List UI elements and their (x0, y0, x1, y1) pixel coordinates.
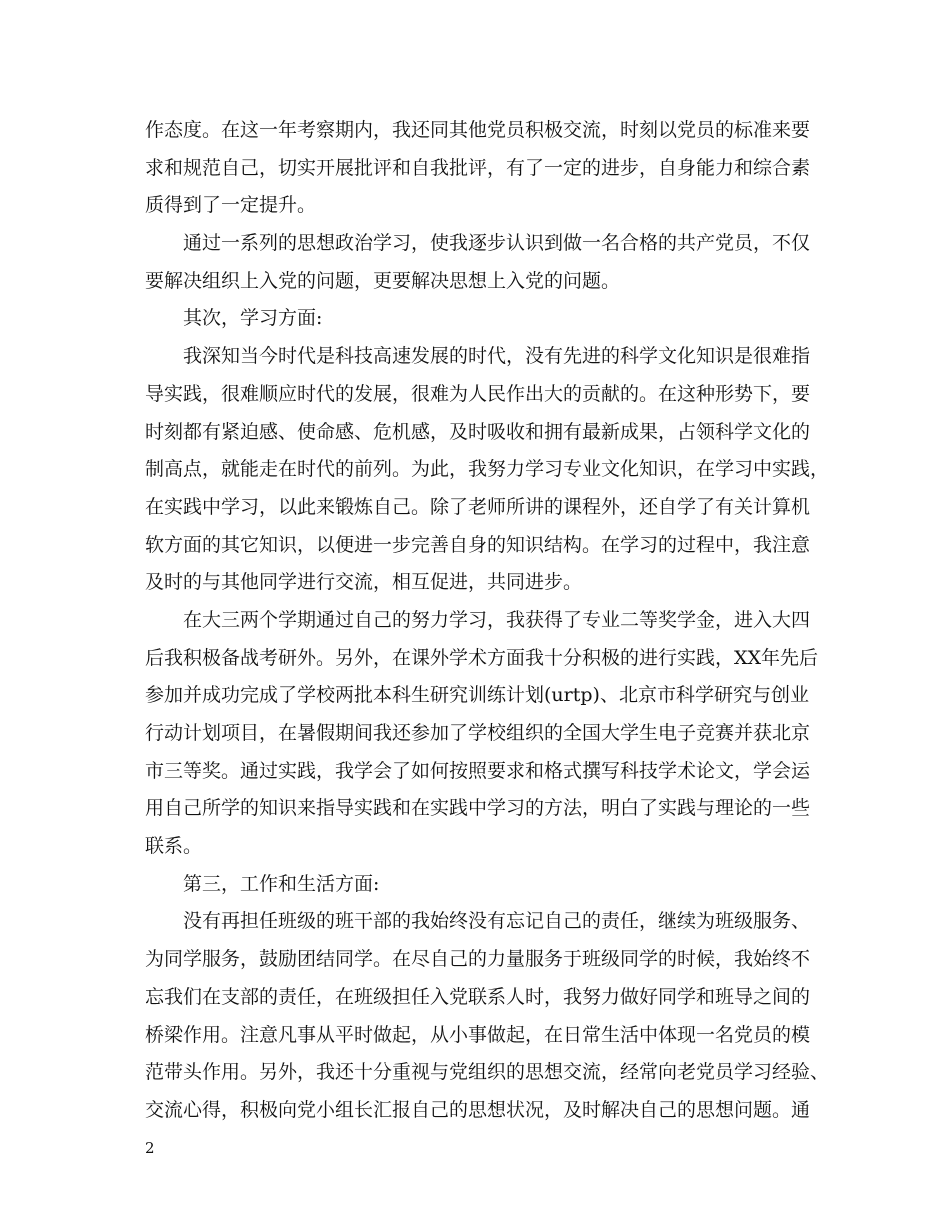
text-line: 交流心得，积极向党小组长汇报自己的思想状况，及时解决自己的思想问题。通 (145, 1098, 811, 1121)
text-line: 时刻都有紧迫感、使命感、危机感，及时吸收和拥有最新成果，占领科学文化的 (145, 420, 811, 443)
text-line: 桥梁作用。注意凡事从平时做起，从小事做起，在日常生活中体现一名党员的模 (145, 1023, 811, 1046)
text-line: 为同学服务，鼓励团结同学。在尽自己的力量服务于班级同学的时候，我始终不 (145, 948, 811, 971)
body-text (145, 112, 830, 1130)
text-line: 求和规范自己，切实开展批评和自我批评，有了一定的进步，自身能力和综合素 (145, 156, 811, 179)
text-line: 质得到了一定提升。 (145, 194, 317, 217)
text-line: 软方面的其它知识，以便进一步完善自身的知识结构。在学习的过程中，我注意 (145, 533, 811, 556)
text-line: 没有再担任班级的班干部的我始终没有忘记自己的责任，继续为班级服务、 (183, 910, 811, 933)
text-line: 制高点，就能走在时代的前列。为此，我努力学习专业文化知识，在学习中实践， (145, 458, 830, 481)
text-line: 通过一系列的思想政治学习，使我逐步认识到做一名合格的共产党员，不仅 (183, 232, 811, 255)
text-line: 作态度。在这一年考察期内，我还同其他党员积极交流，时刻以党员的标准来要 (145, 119, 811, 141)
text-line: 参加并成功完成了学校两批本科生研究训练计划(urtp)、北京市科学研究与创业 (145, 684, 809, 707)
text-line: 要解决组织上入党的问题，更要解决思想上入党的问题。 (145, 269, 621, 292)
text-line: 导实践，很难顺应时代的发展，很难为人民作出大的贡献的。在这种形势下，要 (145, 382, 811, 405)
text-line: 在大三两个学期通过自己的努力学习，我获得了专业二等奖学金，进入大四 (183, 608, 811, 631)
section-heading: 其次，学习方面: (183, 307, 323, 330)
text-line: 市三等奖。通过实践，我学会了如何按照要求和格式撰写科技学术论文，学会运 (145, 759, 811, 782)
page-number: 2 (145, 1139, 155, 1157)
text-line: 忘我们在支部的责任，在班级担任入党联系人时，我努力做好同学和班导之间的 (145, 985, 811, 1008)
section-heading: 第三，工作和生活方面: (183, 872, 380, 895)
text-line: 后我积极备战考研外。另外，在课外学术方面我十分积极的进行实践，XX年先后 (145, 646, 819, 669)
text-line: 范带头作用。另外，我还十分重视与党组织的思想交流，经常向老党员学习经验、 (145, 1061, 830, 1084)
text-line: 用自己所学的知识来指导实践和在实践中学习的方法，明白了实践与理论的一些 (145, 797, 811, 820)
text-line: 我深知当今时代是科技高速发展的时代，没有先进的科学文化知识是很难指 (183, 345, 811, 368)
text-line: 联系。 (145, 835, 203, 858)
text-line: 在实践中学习，以此来锻炼自己。除了老师所讲的课程外，还自学了有关计算机 (145, 495, 811, 518)
text-line: 行动计划项目，在暑假期间我还参加了学校组织的全国大学生电子竞赛并获北京 (145, 722, 811, 744)
text-line: 及时的与其他同学进行交流，相互促进，共同进步。 (145, 571, 583, 594)
